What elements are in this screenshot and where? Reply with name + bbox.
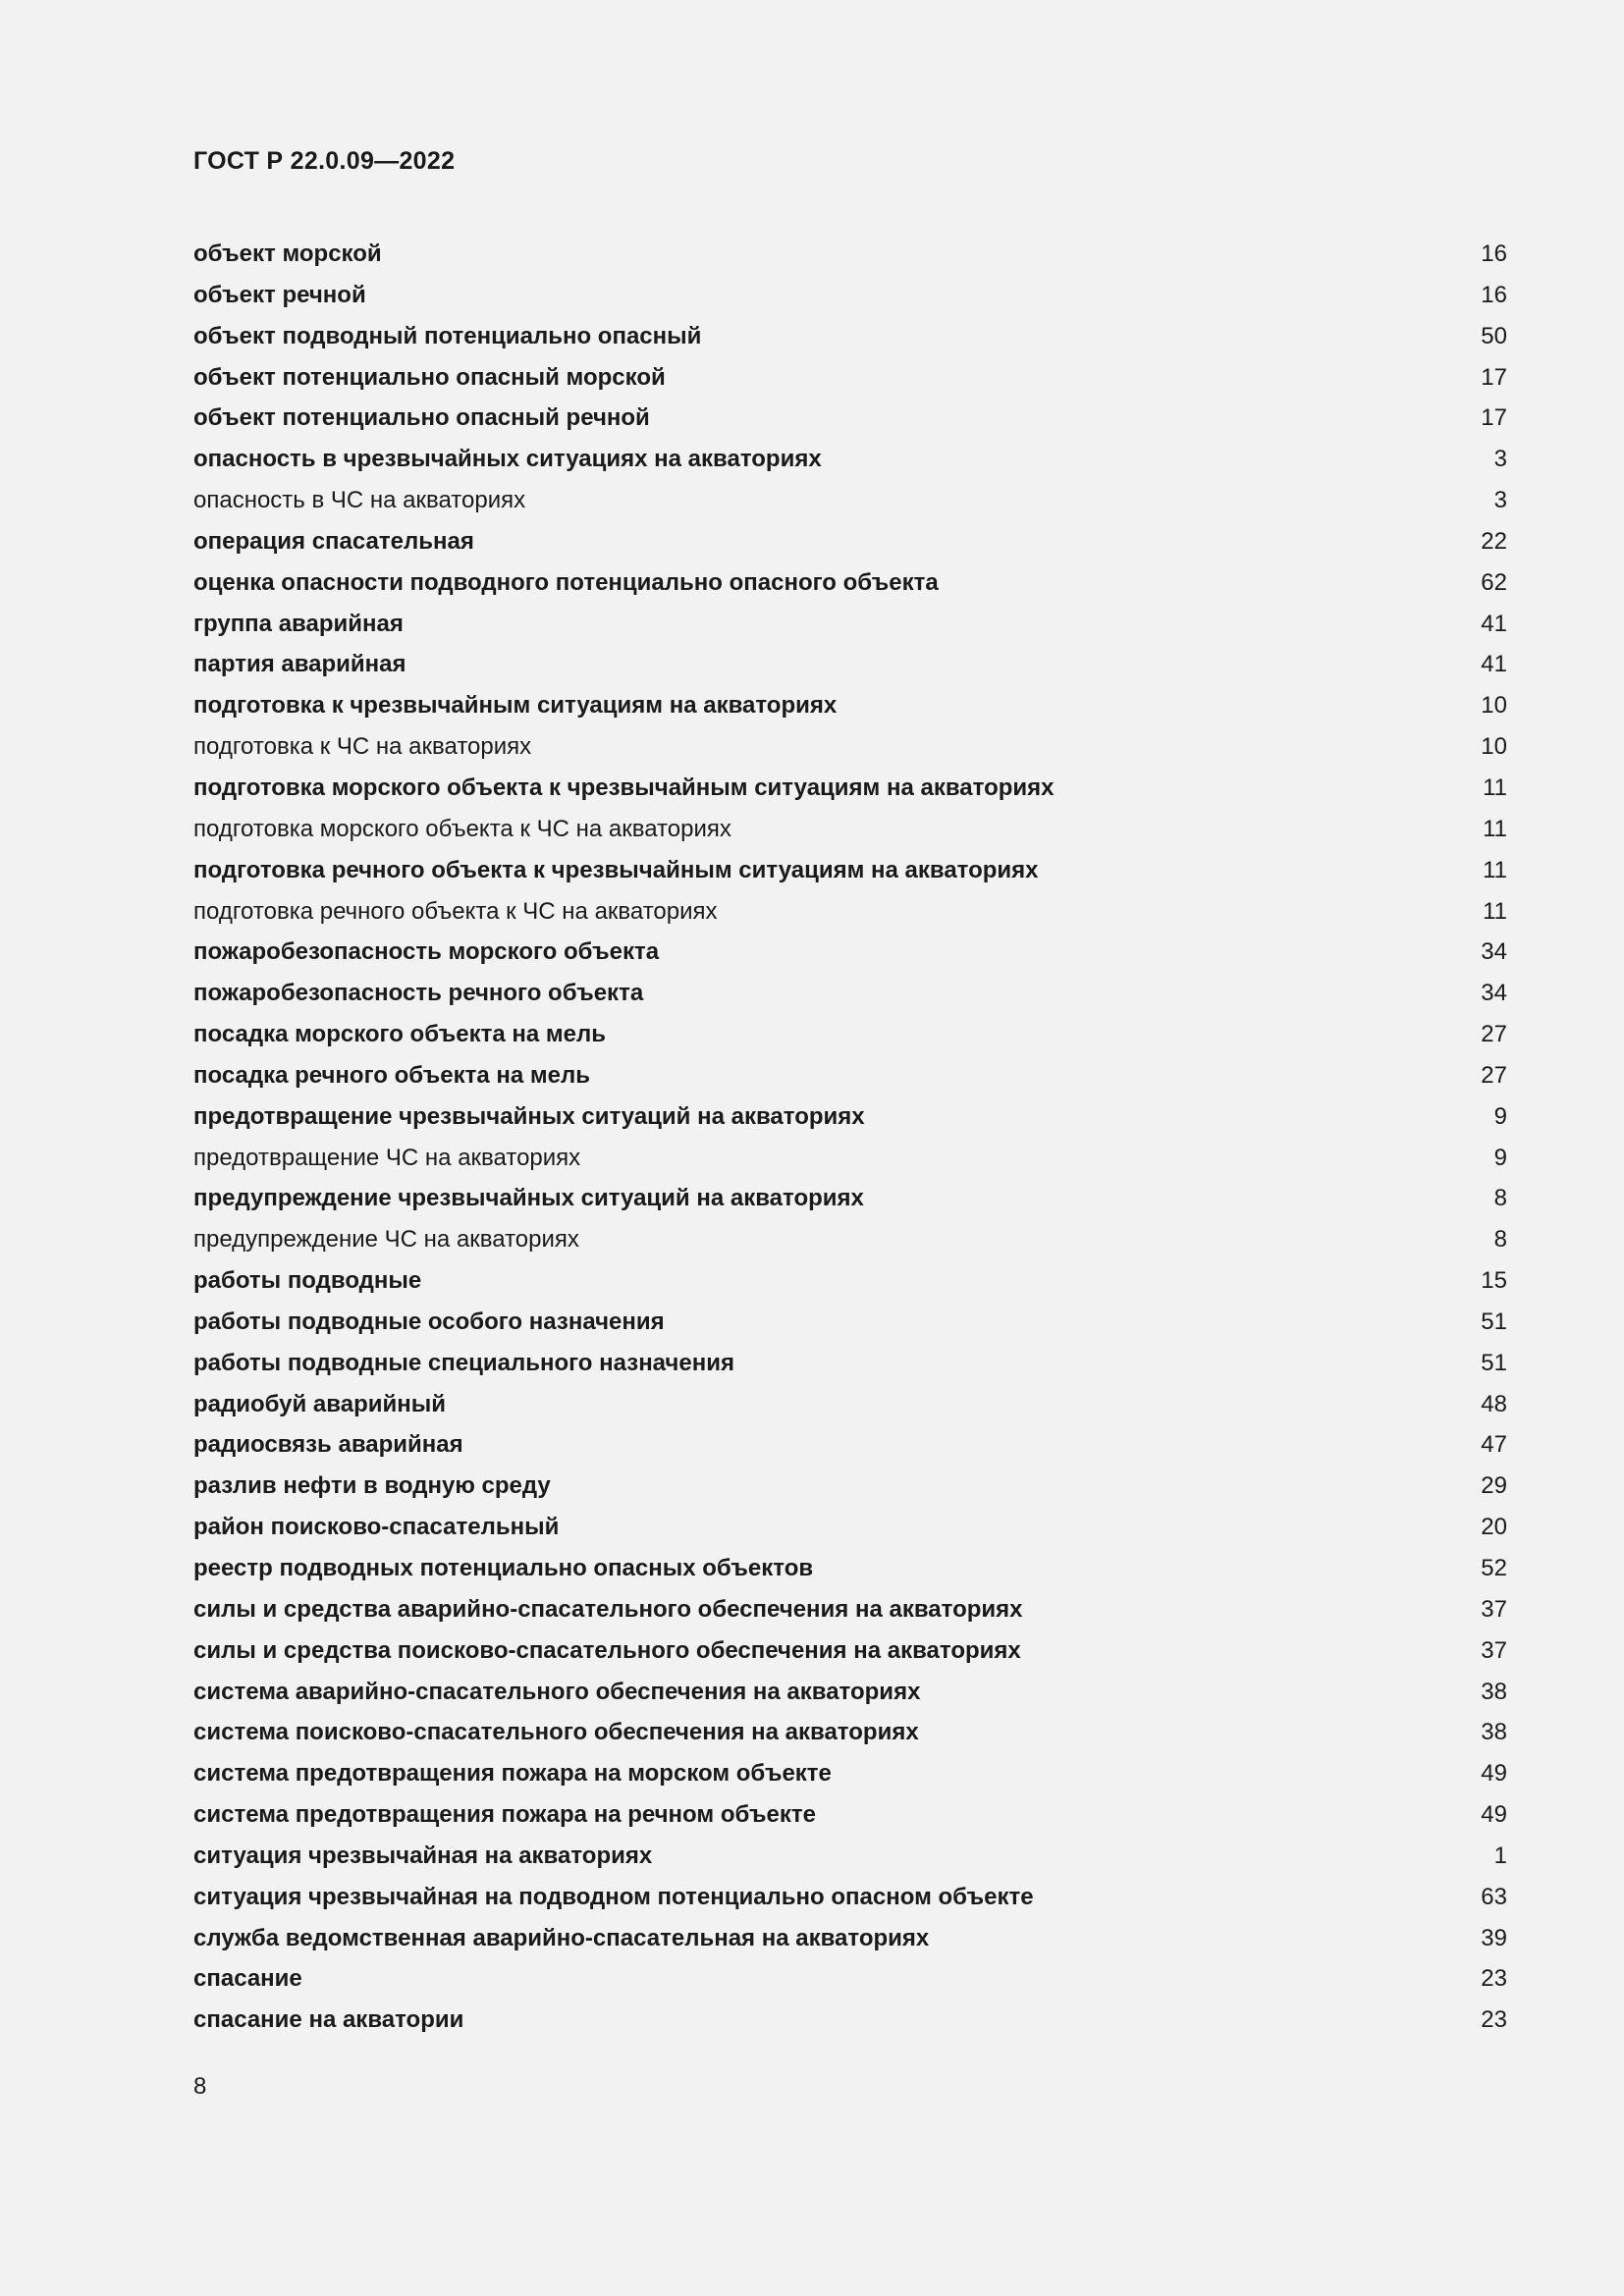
- index-page-number: 11: [1483, 856, 1507, 883]
- index-entry: [193, 1712, 1507, 1753]
- index-entry: [193, 768, 1507, 809]
- index-page-number: 37: [1481, 1595, 1507, 1623]
- index-page-number: 34: [1481, 938, 1507, 966]
- index-page-number: 17: [1481, 404, 1507, 432]
- index-term: ситуация чрезвычайная на акваториях: [193, 1842, 653, 1869]
- index-term: подготовка речного объекта к чрезвычайным ситуациям на акваториях: [193, 856, 1039, 883]
- index-entry: [193, 809, 1507, 850]
- index-term: пожаробезопасность морского объекта: [193, 938, 660, 966]
- index-page-number: 11: [1483, 815, 1507, 842]
- index-entry: [193, 685, 1507, 726]
- index-term: объект морской: [193, 240, 382, 267]
- index-term: предупреждение чрезвычайных ситуаций на акваториях: [193, 1185, 864, 1212]
- index-term: посадка морского объекта на мель: [193, 1021, 606, 1048]
- index-term: группа аварийная: [193, 610, 404, 637]
- index-term: служба ведомственная аварийно-спасательная на акваториях: [193, 1924, 930, 1951]
- index-page-number: 27: [1481, 1061, 1507, 1089]
- index-term: подготовка к ЧС на акваториях: [193, 733, 532, 761]
- index-entry: [193, 357, 1507, 399]
- index-entry: [193, 1178, 1507, 1219]
- index-entry: [193, 932, 1507, 973]
- index-term: объект потенциально опасный морской: [193, 363, 666, 391]
- index-page-number: 3: [1493, 487, 1507, 514]
- index-term: система поисково-спасательного обеспечения на акваториях: [193, 1719, 919, 1746]
- index-term: оценка опасности подводного потенциально опасного объекта: [193, 568, 939, 596]
- index-term: предупреждение ЧС на акваториях: [193, 1226, 579, 1254]
- index-entry: [193, 1055, 1507, 1096]
- index-term: район поисково-спасательный: [193, 1514, 560, 1541]
- index-entry: [193, 973, 1507, 1014]
- index-entry: [193, 1424, 1507, 1466]
- index-entry: [193, 521, 1507, 562]
- alphabetical-index: [193, 234, 1507, 2041]
- index-term: силы и средства аварийно-спасательного обеспечения на акваториях: [193, 1595, 1023, 1623]
- index-term: партия аварийная: [193, 651, 406, 678]
- index-term: пожаробезопасность речного объекта: [193, 980, 644, 1007]
- index-term: предотвращение ЧС на акваториях: [193, 1144, 581, 1171]
- index-page-number: 20: [1481, 1514, 1507, 1541]
- index-term: силы и средства поисково-спасательного обеспечения на акваториях: [193, 1636, 1021, 1664]
- index-page-number: 8: [1493, 1226, 1507, 1254]
- index-entry: [193, 1794, 1507, 1836]
- index-term: система предотвращения пожара на речном объекте: [193, 1801, 816, 1829]
- index-page-number: 8: [1493, 1185, 1507, 1212]
- index-page-number: 16: [1481, 240, 1507, 267]
- index-term: объект потенциально опасный речной: [193, 404, 650, 432]
- index-page-number: 38: [1481, 1719, 1507, 1746]
- index-entry: [193, 562, 1507, 604]
- index-page-number: 51: [1481, 1349, 1507, 1376]
- index-entry: [193, 1219, 1507, 1260]
- index-page-number: 62: [1481, 568, 1507, 596]
- index-entry: [193, 1958, 1507, 2000]
- index-term: подготовка морского объекта к чрезвычайным ситуациям на акваториях: [193, 774, 1055, 801]
- index-entry: [193, 1096, 1507, 1138]
- index-page-number: 9: [1493, 1144, 1507, 1171]
- index-term: объект подводный потенциально опасный: [193, 322, 702, 349]
- index-page-number: 52: [1481, 1555, 1507, 1581]
- index-entry: [193, 1302, 1507, 1343]
- index-term: работы подводные специального назначения: [193, 1349, 734, 1376]
- index-term: подготовка речного объекта к ЧС на акваториях: [193, 897, 718, 925]
- index-entry: [193, 1138, 1507, 1179]
- index-page-number: 3: [1493, 446, 1507, 473]
- index-term: система аварийно-спасательного обеспечения на акваториях: [193, 1678, 921, 1705]
- index-term: работы подводные: [193, 1267, 422, 1295]
- index-entry: [193, 850, 1507, 891]
- document-header: ГОСТ Р 22.0.09—2022: [193, 147, 456, 175]
- index-page-number: 27: [1481, 1021, 1507, 1048]
- index-page-number: 23: [1481, 1965, 1507, 1993]
- index-entry: [193, 2000, 1507, 2041]
- index-term: радиобуй аварийный: [193, 1390, 446, 1417]
- index-page-number: 1: [1493, 1842, 1507, 1869]
- index-entry: [193, 1918, 1507, 1959]
- index-entry: [193, 398, 1507, 439]
- index-page-number: 23: [1481, 2006, 1507, 2034]
- index-entry: [193, 316, 1507, 357]
- index-page-number: 37: [1481, 1636, 1507, 1664]
- index-page-number: 49: [1481, 1760, 1507, 1788]
- index-entry: [193, 644, 1507, 685]
- index-term: подготовка морского объекта к ЧС на акваториях: [193, 815, 731, 842]
- index-entry: [193, 234, 1507, 275]
- index-term: операция спасательная: [193, 527, 474, 555]
- index-page-number: 38: [1481, 1678, 1507, 1705]
- index-term: посадка речного объекта на мель: [193, 1061, 591, 1089]
- index-term: радиосвязь аварийная: [193, 1431, 463, 1459]
- index-term: спасание на акватории: [193, 2006, 464, 2034]
- index-page-number: 17: [1481, 363, 1507, 391]
- index-page-number: 39: [1481, 1924, 1507, 1951]
- index-entry: [193, 891, 1507, 933]
- index-page-number: 10: [1481, 692, 1507, 720]
- index-page-number: 15: [1481, 1267, 1507, 1295]
- index-term: спасание: [193, 1965, 302, 1993]
- index-page-number: 34: [1481, 980, 1507, 1007]
- index-page-number: 9: [1493, 1102, 1507, 1130]
- index-entry: [193, 1014, 1507, 1055]
- index-page-number: 29: [1481, 1472, 1507, 1500]
- index-entry: [193, 1836, 1507, 1877]
- index-entry: [193, 1507, 1507, 1548]
- index-entry: [193, 1260, 1507, 1302]
- index-entry: [193, 1753, 1507, 1794]
- index-page-number: 41: [1481, 610, 1507, 637]
- index-entry: [193, 439, 1507, 480]
- index-term: реестр подводных потенциально опасных объектов: [193, 1555, 814, 1581]
- index-page-number: 11: [1483, 897, 1507, 925]
- index-entry: [193, 1877, 1507, 1918]
- index-page-number: 11: [1483, 774, 1507, 801]
- index-page-number: 51: [1481, 1308, 1507, 1335]
- index-entry: [193, 1466, 1507, 1507]
- index-page-number: 41: [1481, 651, 1507, 678]
- index-term: опасность в чрезвычайных ситуациях на акваториях: [193, 446, 822, 473]
- index-entry: [193, 1548, 1507, 1589]
- index-page-number: 16: [1481, 281, 1507, 308]
- index-term: опасность в ЧС на акваториях: [193, 487, 526, 514]
- index-page-number: 10: [1481, 733, 1507, 761]
- index-entry: [193, 726, 1507, 768]
- index-term: предотвращение чрезвычайных ситуаций на акваториях: [193, 1102, 865, 1130]
- index-entry: [193, 480, 1507, 521]
- index-term: работы подводные особого назначения: [193, 1308, 665, 1335]
- index-entry: [193, 1589, 1507, 1630]
- index-page-number: 48: [1481, 1390, 1507, 1417]
- index-entry: [193, 1343, 1507, 1384]
- index-term: система предотвращения пожара на морском объекте: [193, 1760, 832, 1788]
- index-page-number: 47: [1481, 1431, 1507, 1459]
- index-entry: [193, 275, 1507, 316]
- index-page-number: 50: [1481, 322, 1507, 349]
- index-term: разлив нефти в водную среду: [193, 1472, 551, 1500]
- index-entry: [193, 1384, 1507, 1425]
- index-page-number: 22: [1481, 527, 1507, 555]
- index-term: ситуация чрезвычайная на подводном потенциально опасном объекте: [193, 1883, 1034, 1910]
- index-page-number: 49: [1481, 1801, 1507, 1829]
- page-number: 8: [193, 2073, 207, 2100]
- index-term: подготовка к чрезвычайным ситуациям на акваториях: [193, 692, 838, 720]
- index-entry: [193, 1672, 1507, 1713]
- index-page-number: 63: [1481, 1883, 1507, 1910]
- index-entry: [193, 1630, 1507, 1672]
- index-term: объект речной: [193, 281, 366, 308]
- index-entry: [193, 604, 1507, 645]
